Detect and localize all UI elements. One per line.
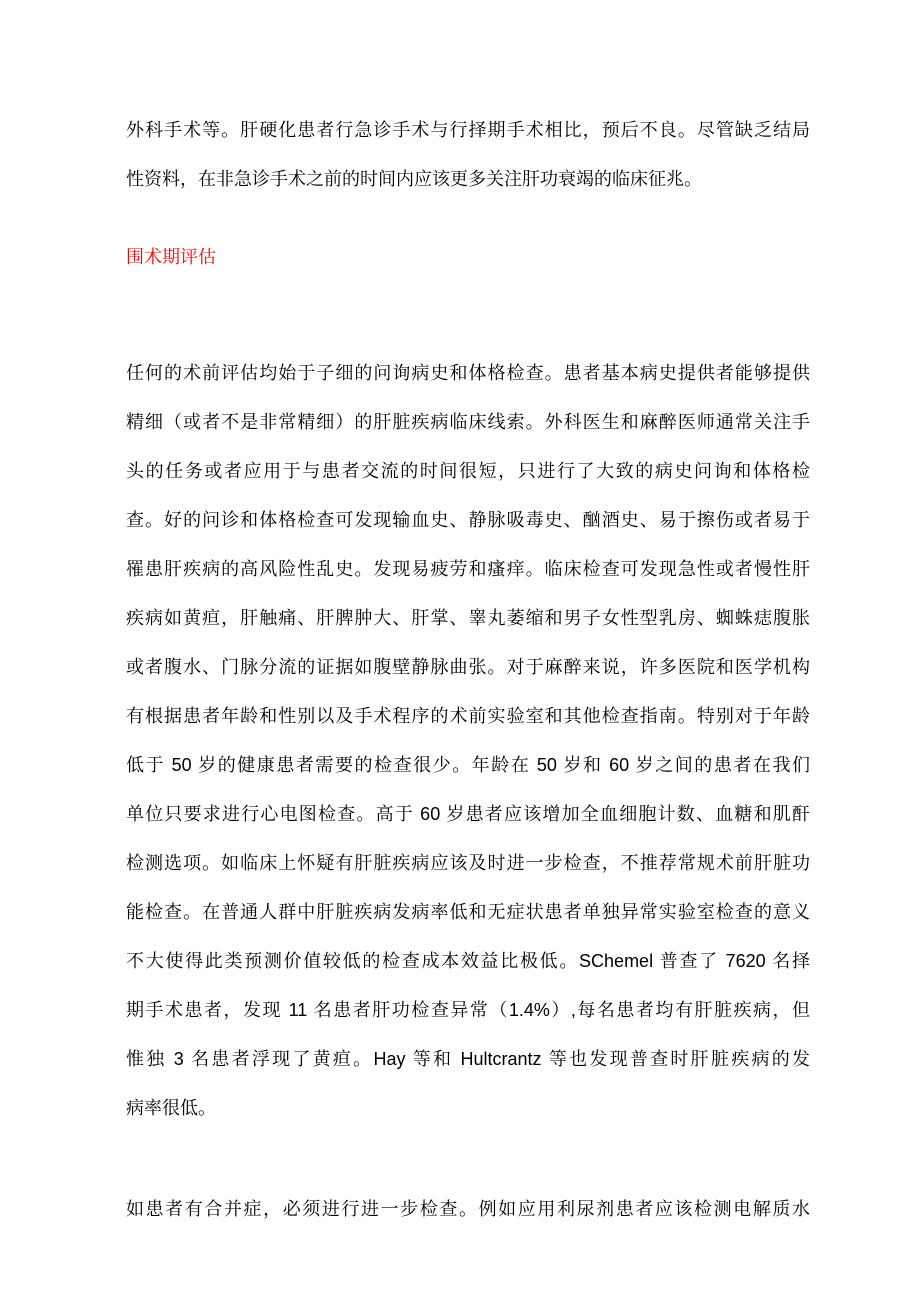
closing-paragraph [126,1185,810,1234]
section-heading: 围术期评估 [126,247,216,267]
text-line: 罹患肝疾病的高风险性乱史。发现易疲劳和瘙痒。临床检查可发现急性或者慢性肝 [126,559,810,579]
text-line: 单位只要求进行心电图检查。高于 60 岁患者应该增加全血细胞计数、血糖和肌酐 [126,804,810,824]
text-line: 性资料，在非急诊手术之前的时间内应该更多关注肝功衰竭的临床征兆。 [126,169,702,189]
text-line: 能检查。在普通人群中肝脏疾病发病率低和无症状患者单独异常实验室检查的意义 [126,902,810,922]
text-line: 精细（或者不是非常精细）的肝脏疾病临床线索。外科医生和麻醉医师通常关注手 [126,412,810,432]
intro-paragraph [126,106,810,204]
text-line: 任何的术前评估均始于子细的问询病史和体格检查。患者基本病史提供者能够提供 [126,363,810,383]
text-line: 或者腹水、门脉分流的证据如腹壁静脉曲张。对于麻醉来说，许多医院和医学机构 [126,657,810,677]
text-line: 如患者有合并症，必须进行进一步检查。例如应用利尿剂患者应该检测电解质水 [126,1199,810,1219]
text-line: 低于 50 岁的健康患者需要的检查很少。年龄在 50 岁和 60 岁之间的患者在我们 [126,755,810,775]
text-line: 疾病如黄疸，肝触痛、肝脾肿大、肝掌、睾丸萎缩和男子女性型乳房、蜘蛛痣腹胀 [126,608,810,628]
text-line: 外科手术等。肝硬化患者行急诊手术与行择期手术相比，预后不良。尽管缺乏结局 [126,120,810,140]
text-line: 检测选项。如临床上怀疑有肝脏疾病应该及时进一步检查，不推荐常规术前肝脏功 [126,853,810,873]
body-paragraph [126,349,810,1133]
text-line: 有根据患者年龄和性别以及手术程序的术前实验室和其他检查指南。特别对于年龄 [126,706,810,726]
text-line: 查。好的问诊和体格检查可发现输血史、静脉吸毒史、酗酒史、易于擦伤或者易于 [126,510,810,530]
text-line: 期手术患者，发现 11 名患者肝功检查异常（1.4%）,每名患者均有肝脏疾病，但 [126,1000,810,1020]
text-line: 不大使得此类预测价值较低的检查成本效益比极低。SChemel 普查了 7620 名择 [126,951,810,971]
text-line: 惟独 3 名患者浮现了黄疸。Hay 等和 Hultcrantz 等也发现普查时肝脏疾病的发 [126,1049,810,1069]
text-line: 头的任务或者应用于与患者交流的时间很短，只进行了大致的病史问询和体格检 [126,461,810,481]
text-line: 病率很低。 [126,1098,216,1118]
section-heading-block [126,233,810,282]
